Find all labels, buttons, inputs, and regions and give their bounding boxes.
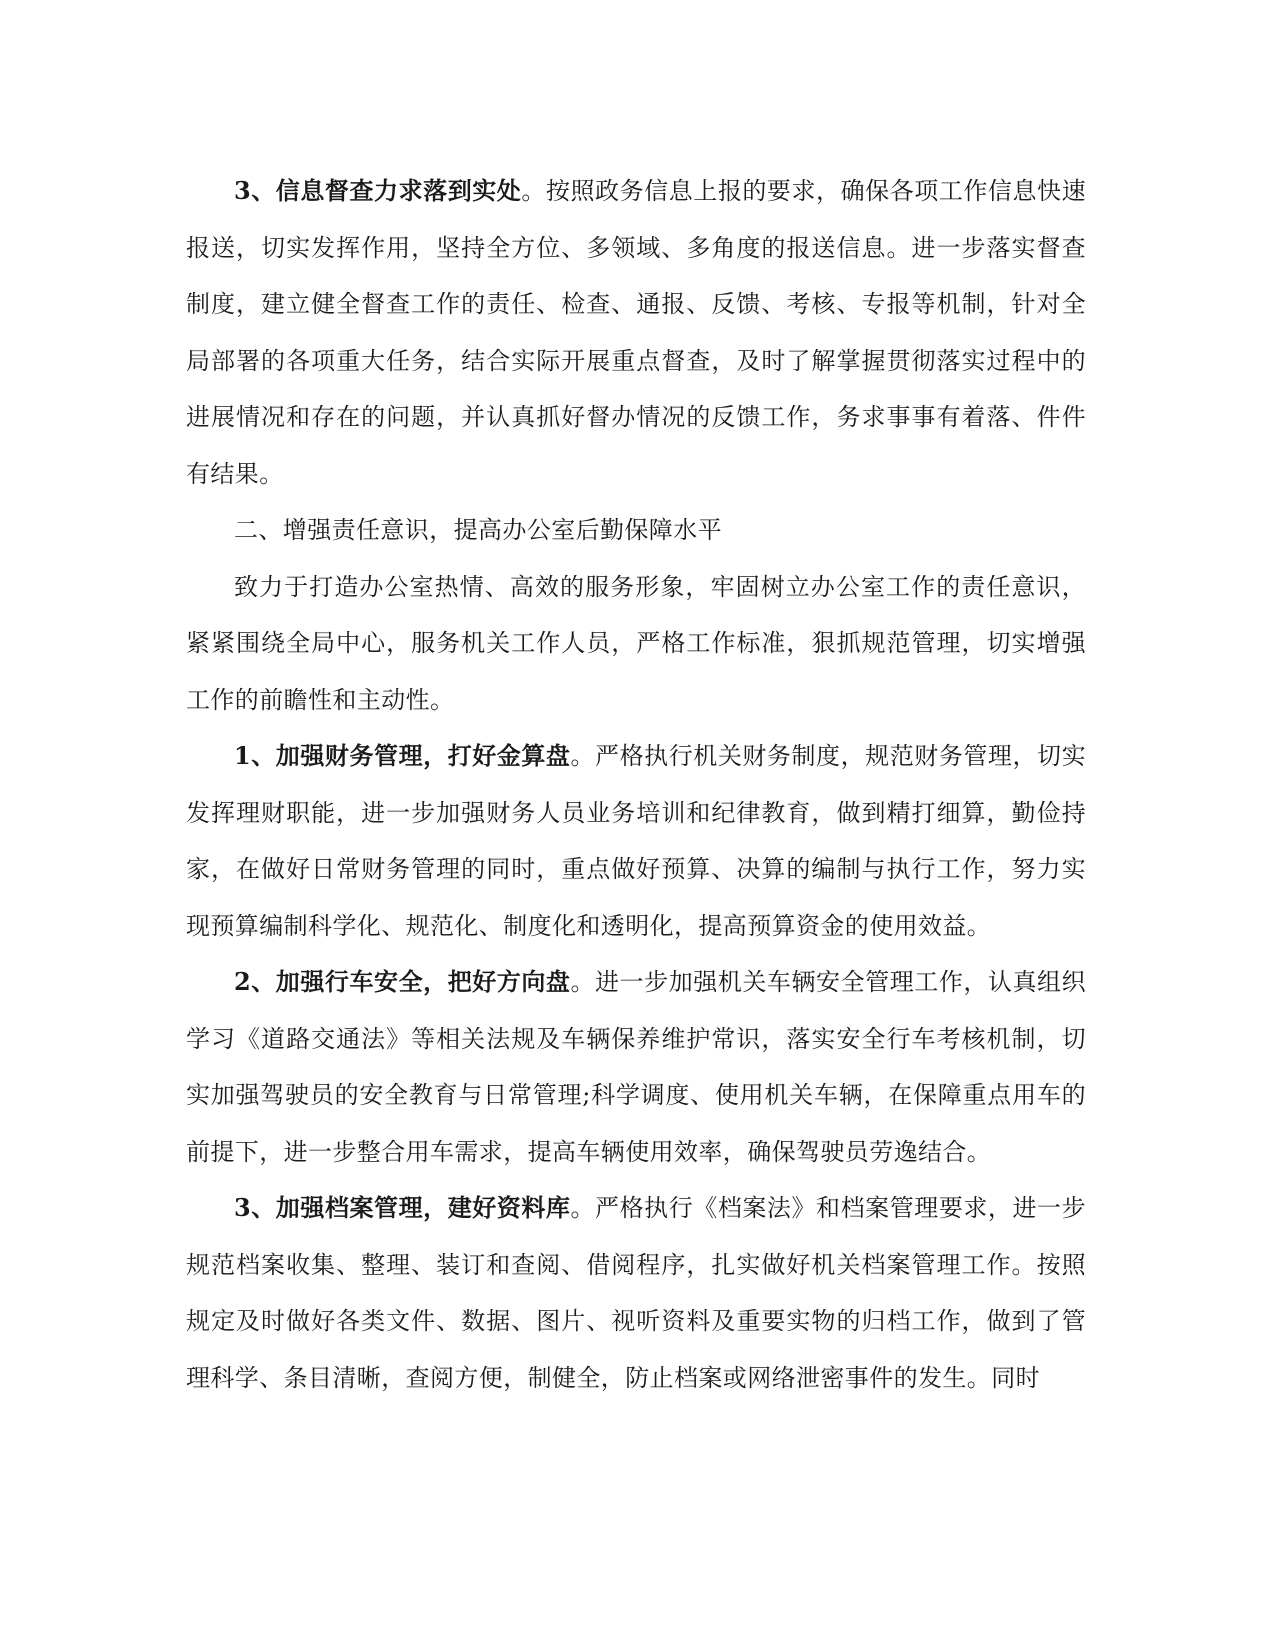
paragraph-heading: 2、加强行车安全，把好方向盘 bbox=[234, 967, 571, 996]
paragraph-heading: 1、加强财务管理，打好金算盘 bbox=[234, 741, 571, 770]
paragraph-text: 。严格执行《档案法》和档案管理要求，进一步规范档案收集、整理、装订和查阅、借阅程序，扎实做好机关档案管理工作。按照规定及时做好各类文件、数据、图片、视听资料及重要实物的归档工作，做到了管理科学、条目清晰，查阅方便，制健全，防止档案或网络泄密事件的发生。同时 bbox=[186, 1194, 1086, 1392]
paragraph-text: 。按照政务信息上报的要求，确保各项工作信息快速报送，切实发挥作用，坚持全方位、多领域、多角度的报送信息。进一步落实督查制度，建立健全督查工作的责任、检查、通报、反馈、考核、专报等机制，针对全局部署的各项重大任务，结合实际开展重点督查，及时了解掌握贯彻落实过程中的进展情况和存在的问题，并认真抓好督办情况的反馈工作，务求事事有着落、件件有结果。 bbox=[186, 177, 1087, 488]
paragraph-service-image bbox=[186, 559, 1086, 729]
section-heading-text: 二、增强责任意识，提高办公室后勤保障水平 bbox=[234, 516, 722, 544]
paragraph-heading: 3、加强档案管理，建好资料库 bbox=[234, 1193, 571, 1222]
section-heading-responsibility bbox=[186, 502, 1086, 559]
paragraph-finance-management bbox=[186, 728, 1086, 954]
document-page bbox=[186, 163, 1086, 1406]
paragraph-text: 。进一步加强机关车辆安全管理工作，认真组织学习《道路交通法》等相关法规及车辆保养维护常识，落实安全行车考核机制，切实加强驾驶员的安全教育与日常管理;科学调度、使用机关车辆，在保障重点用车的前提下，进一步整合用车需求，提高车辆使用效率，确保驾驶员劳逸结合。 bbox=[186, 968, 1086, 1166]
paragraph-text: 。严格执行机关财务制度，规范财务管理，切实发挥理财职能，进一步加强财务人员业务培训和纪律教育，做到精打细算，勤俭持家，在做好日常财务管理的同时，重点做好预算、决算的编制与执行工作，努力实现预算编制科学化、规范化、制度化和透明化，提高预算资金的使用效益。 bbox=[186, 742, 1086, 940]
paragraph-vehicle-safety bbox=[186, 954, 1086, 1180]
paragraph-info-supervision bbox=[186, 163, 1086, 502]
paragraph-heading: 3、信息督查力求落到实处 bbox=[234, 176, 522, 205]
paragraph-text: 致力于打造办公室热情、高效的服务形象，牢固树立办公室工作的责任意识，紧紧围绕全局中心，服务机关工作人员，严格工作标准，狠抓规范管理，切实增强工作的前瞻性和主动性。 bbox=[186, 572, 1086, 714]
paragraph-archive-management bbox=[186, 1180, 1086, 1406]
